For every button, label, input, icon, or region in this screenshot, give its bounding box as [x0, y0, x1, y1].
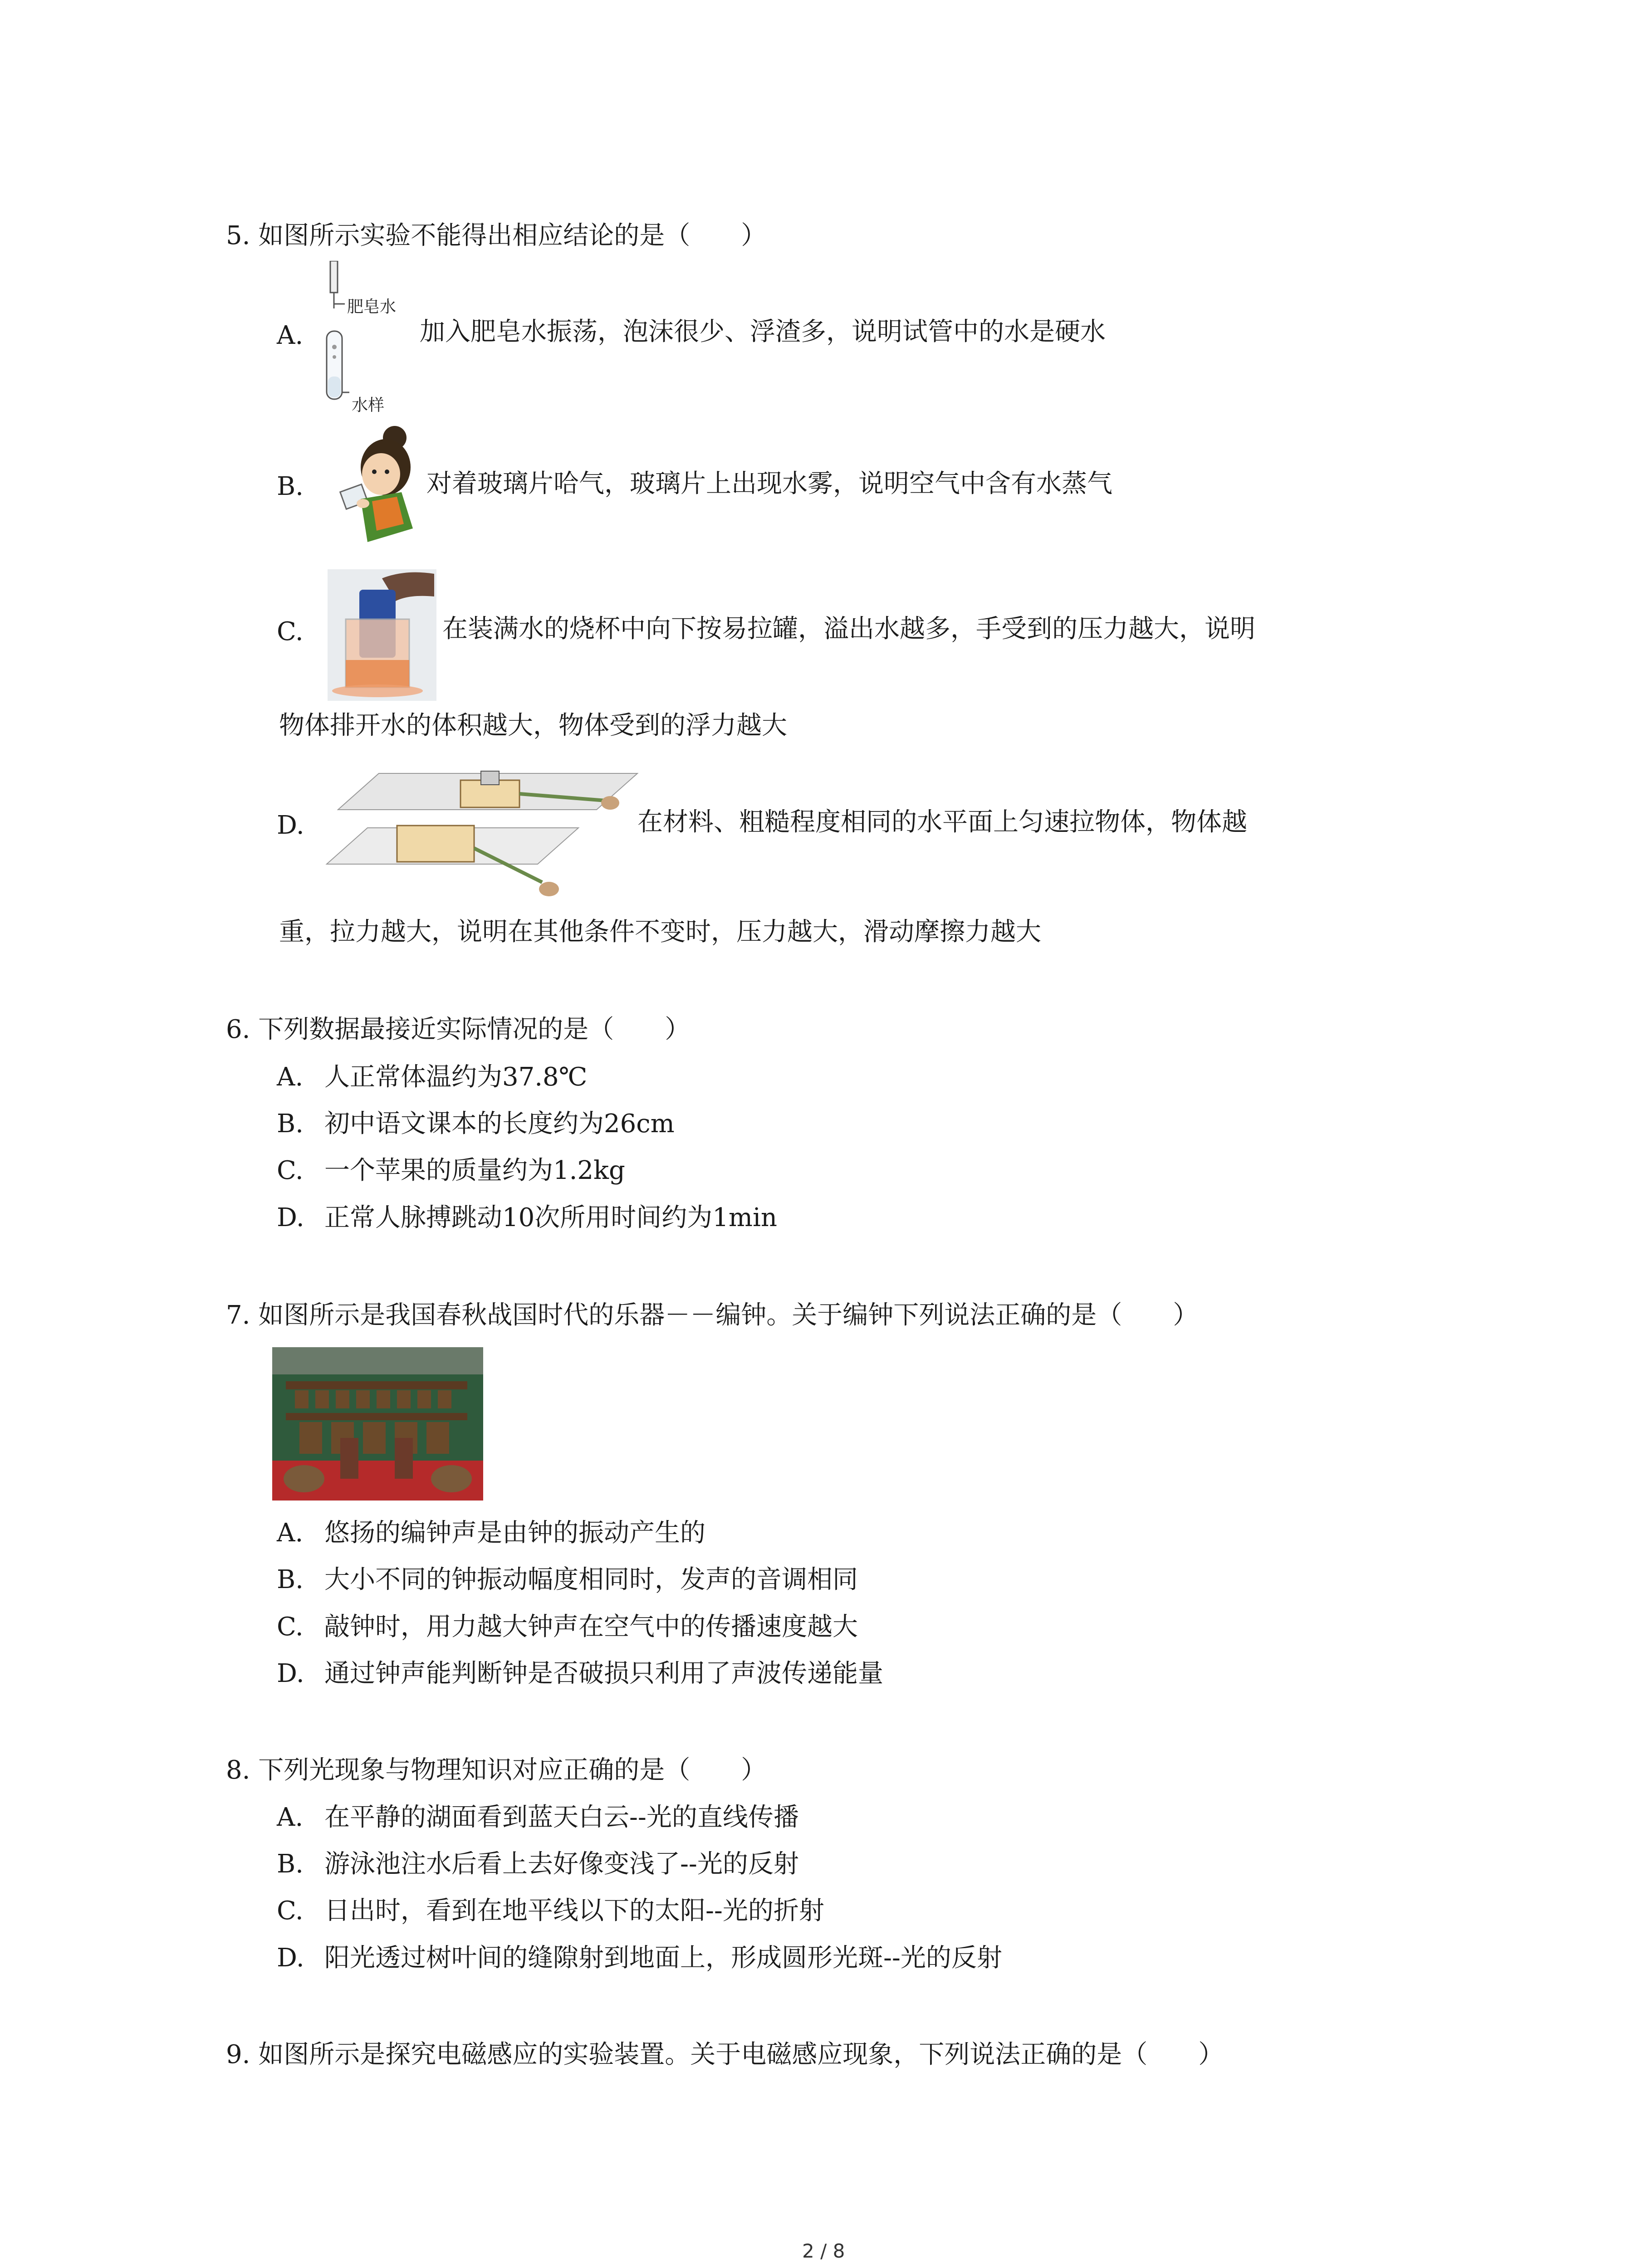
option-letter: A.: [277, 1518, 304, 1548]
option-text: 日出时，看到在地平线以下的太阳--光的折射: [324, 1896, 824, 1926]
q8-option-a: [277, 1802, 799, 1833]
option-letter: C.: [277, 1896, 304, 1926]
option-letter: C.: [277, 617, 304, 646]
option-text: 阳光透过树叶间的缝隙射到地面上，形成圆形光斑--光的反射: [324, 1943, 1002, 1973]
q6-stem: 6. 下列数据最接近实际情况的是（ ）: [226, 1015, 691, 1044]
q7-option-b: [277, 1564, 858, 1596]
page-number: 2 / 8: [802, 2240, 845, 2262]
q5-option-c: [277, 616, 324, 648]
option-text: 在平静的湖面看到蓝天白云--光的直线传播: [324, 1803, 799, 1832]
q5-option-d-text: 在材料、粗糙程度相同的水平面上匀速拉物体，物体越: [637, 807, 1247, 837]
q9-stem: 9. 如图所示是探究电磁感应的实验装置。关于电磁感应现象，下列说法正确的是（ ）: [226, 2040, 1224, 2069]
option-letter: C.: [277, 1156, 304, 1185]
q7-option-a: [277, 1517, 705, 1549]
option-letter: D.: [277, 1203, 304, 1232]
q5-option-c-text: 在装满水的烧杯中向下按易拉罐，溢出水越多，手受到的压力越大，说明: [442, 614, 1255, 644]
q5-option-d-text-line2: 重，拉力越大，说明在其他条件不变时，压力越大，滑动摩擦力越大: [279, 917, 1041, 947]
fig-label-water-sample: 水样: [352, 396, 385, 415]
q8-option-d: [277, 1942, 1002, 1974]
option-text: 初中语文课本的长度约为26cm: [324, 1109, 675, 1139]
option-text: 一个苹果的质量约为1.2kg: [324, 1156, 625, 1185]
friction-experiment-figure: [324, 769, 642, 905]
q8-stem: 8. 下列光现象与物理知识对应正确的是（ ）: [226, 1755, 767, 1785]
option-letter: B.: [277, 472, 304, 501]
q7-option-d: [277, 1658, 883, 1690]
fig-label-soap-water: 肥皂水: [347, 298, 397, 316]
option-letter: A.: [277, 1062, 304, 1092]
option-letter: B.: [277, 1109, 304, 1139]
q6-option-a: [277, 1061, 587, 1093]
option-letter: A.: [277, 321, 304, 350]
q7-option-c: [277, 1611, 858, 1643]
q7-stem: 7. 如图所示是我国春秋战国时代的乐器－－编钟。关于编钟下列说法正确的是（ ）: [226, 1300, 1199, 1330]
option-letter: A.: [277, 1803, 304, 1832]
option-letter: D.: [277, 811, 304, 840]
option-letter: D.: [277, 1943, 304, 1973]
option-text: 通过钟声能判断钟是否破损只利用了声波传递能量: [324, 1659, 883, 1688]
q8-option-c: [277, 1895, 824, 1927]
option-text: 悠扬的编钟声是由钟的振动产生的: [324, 1518, 705, 1548]
q5-option-d: [277, 810, 324, 841]
option-text: 正常人脉搏跳动10次所用时间约为1min: [324, 1203, 777, 1232]
test-tube-figure: [318, 261, 426, 415]
q5-option-c-text-line2: 物体排开水的体积越大，物体受到的浮力越大: [279, 711, 787, 740]
option-text: 人正常体温约为37.8℃: [324, 1062, 588, 1092]
option-text: 敲钟时，用力越大钟声在空气中的传播速度越大: [324, 1612, 858, 1642]
q5-option-a-text: 加入肥皂水振荡，泡沫很少、浮渣多，说明试管中的水是硬水: [420, 317, 1106, 347]
q5-option-b: [277, 471, 324, 503]
q6-option-d: [277, 1202, 777, 1234]
option-text: 游泳池注水后看上去好像变浅了--光的反射: [324, 1849, 799, 1879]
option-letter: B.: [277, 1849, 304, 1879]
beaker-can-figure: [328, 569, 436, 701]
girl-breathing-figure: [329, 424, 426, 560]
q5-option-b-text: 对着玻璃片哈气，玻璃片上出现水雾，说明空气中含有水蒸气: [426, 469, 1112, 499]
q5-stem: 5. 如图所示实验不能得出相应结论的是（ ）: [226, 221, 767, 250]
q8-option-b: [277, 1848, 799, 1880]
option-text: 大小不同的钟振动幅度相同时，发声的音调相同: [324, 1565, 858, 1594]
q6-option-c: [277, 1155, 625, 1187]
option-letter: D.: [277, 1659, 304, 1688]
option-letter: B.: [277, 1565, 304, 1594]
option-letter: C.: [277, 1612, 304, 1642]
bianzhong-bells-photo: [272, 1347, 483, 1501]
q6-option-b: [277, 1108, 675, 1140]
